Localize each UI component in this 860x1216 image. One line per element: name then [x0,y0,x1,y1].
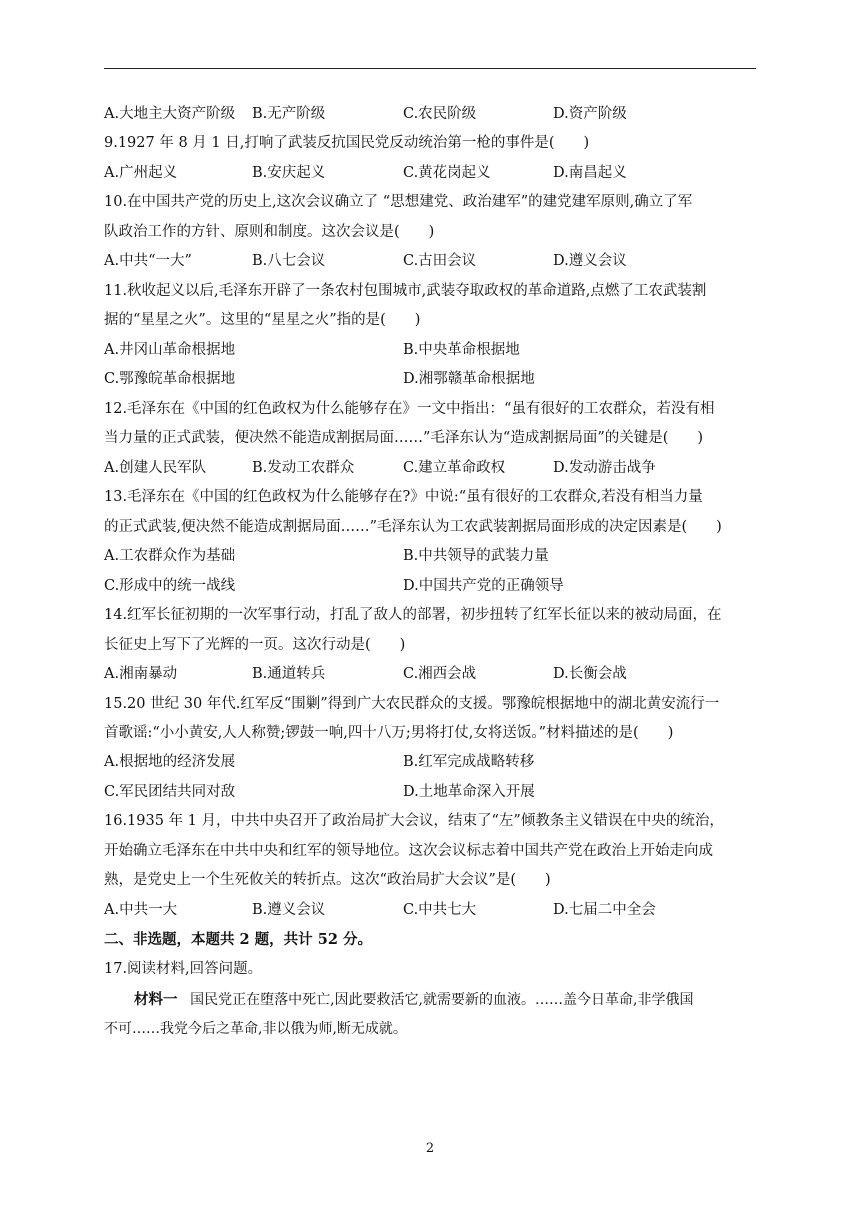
q13-stem-line1: 13.毛泽东在《中国的红色政权为什么能够存在?》中说:“虽有很好的工农群众,若没有相当力量 [104,489,703,505]
q10-stem-line2: 队政治工作的方针、原则和制度。这次会议是( ) [104,224,435,240]
q12-stem-line2: 当力量的正式武装，便决然不能造成割据局面……”毛泽东认为“造成割据局面”的关键是( ) [104,430,704,446]
q17-stem: 17.阅读材料,回答问题。 [104,961,263,977]
q11-stem-line2: 据的“星星之火”。这里的“星星之火”指的是( ) [104,312,421,328]
q10-option-c: C.古田会议 [403,253,477,269]
q13-option-d: D.中国共产党的正确领导 [403,578,564,594]
header-rule [104,68,756,69]
q17-material-line2: 不可……我党今后之革命,非以俄为师,断无成就。 [104,1021,407,1037]
q12-option-b: B.发动工农群众 [252,460,355,476]
q8-option-c: C.农民阶级 [403,106,477,122]
q9-option-d: D.南昌起义 [553,165,627,181]
q12-option-c: C.建立革命政权 [403,460,506,476]
q15-option-a: A.根据地的经济发展 [104,754,236,770]
q13-option-b: B.中共领导的武装力量 [403,548,549,564]
q10-option-d: D.遵义会议 [553,253,627,269]
q15-stem-line2: 首歌谣:“小小黄安,人人称赞;锣鼓一响,四十八万;男将打仗,女将送饭。”材料描述的是( ) [104,725,674,741]
q16-option-b: B.遵义会议 [252,902,326,918]
q14-option-c: C.湘西会战 [403,666,477,682]
q16-stem-line1: 16.1935 年 1 月，中共中央召开了政治局扩大会议，结束了“左”倾教条主义错误在中央的统治， [104,813,724,829]
q13-option-a: A.工农群众作为基础 [104,548,236,564]
q16-stem-line2: 开始确立毛泽东在中共中央和红军的领导地位。这次会议标志着中国共产党在政治上开始走向成 [104,843,713,859]
q11-option-a: A.井冈山革命根据地 [104,342,236,358]
q14-option-b: B.通道转兵 [252,666,326,682]
q9-option-b: B.安庆起义 [252,165,326,181]
q12-option-a: A.创建人民军队 [104,460,207,476]
q14-option-d: D.长衡会战 [553,666,627,682]
q10-option-b: B.八七会议 [252,253,326,269]
q17-material-text-1: 国民党正在堕落中死亡,因此要救活它,就需要新的血液。……盖今日革命,非学俄国 [190,992,694,1008]
q8-option-a: A.大地主大资产阶级 [104,106,236,122]
q8-option-d: D.资产阶级 [553,106,627,122]
q15-option-c: C.军民团结共同对敌 [104,784,236,800]
q17-material-label: 材料一 [134,991,178,1008]
q9-stem: 9.1927 年 8 月 1 日,打响了武装反抗国民党反动统治第一枪的事件是( ) [104,135,590,151]
q14-option-a: A.湘南暴动 [104,666,178,682]
q9-option-c: C.黄花岗起义 [403,165,491,181]
q11-option-c: C.鄂豫皖革命根据地 [104,371,236,387]
q13-option-c: C.形成中的统一战线 [104,578,236,594]
q11-option-b: B.中央革命根据地 [403,342,520,358]
page-number: 2 [425,1141,435,1156]
q9-option-a: A.广州起义 [104,165,178,181]
section-2-heading: 二、非选题，本题共 2 题，共计 52 分。 [104,931,372,948]
q16-option-c: C.中共七大 [403,902,477,918]
q15-option-b: B.红军完成战略转移 [403,754,535,770]
q15-option-d: D.土地革命深入开展 [403,784,535,800]
q10-stem-line1: 10.在中国共产党的历史上,这次会议确立了 “思想建党、政治建军”的建党建军原则,确立了军 [104,194,693,210]
q11-stem-line1: 11.秋收起义以后,毛泽东开辟了一条农村包围城市,武装夺取政权的革命道路,点燃了工农武装割 [104,283,707,299]
q13-stem-line2: 的正式武装,便决然不能造成割据局面……”毛泽东认为工农武装割据局面形成的决定因素是( ) [104,519,722,535]
q14-stem-line2: 长征史上写下了光辉的一页。这次行动是( ) [104,637,406,653]
q8-option-b: B.无产阶级 [252,106,326,122]
q12-stem-line1: 12.毛泽东在《中国的红色政权为什么能够存在》一文中指出：“虽有很好的工农群众，若没有相 [104,401,715,417]
q16-stem-line3: 熟，是党史上一个生死攸关的转折点。这次“政治局扩大会议”是( ) [104,872,551,888]
q11-option-d: D.湘鄂赣革命根据地 [403,371,535,387]
q14-stem-line1: 14.红军长征初期的一次军事行动，打乱了敌人的部署，初步扭转了红军长征以来的被动局面，在 [104,607,722,623]
q16-option-d: D.七届二中全会 [553,902,656,918]
q16-option-a: A.中共一大 [104,902,178,918]
q12-option-d: D.发动游击战争 [553,460,656,476]
q17-material-line1 [134,990,693,1010]
q10-option-a: A.中共“一大” [104,253,192,269]
q15-stem-line1: 15.20 世纪 30 年代.红军反“围剿”得到广大农民群众的支援。鄂豫皖根据地中的湖北黄安流行一 [104,696,720,712]
